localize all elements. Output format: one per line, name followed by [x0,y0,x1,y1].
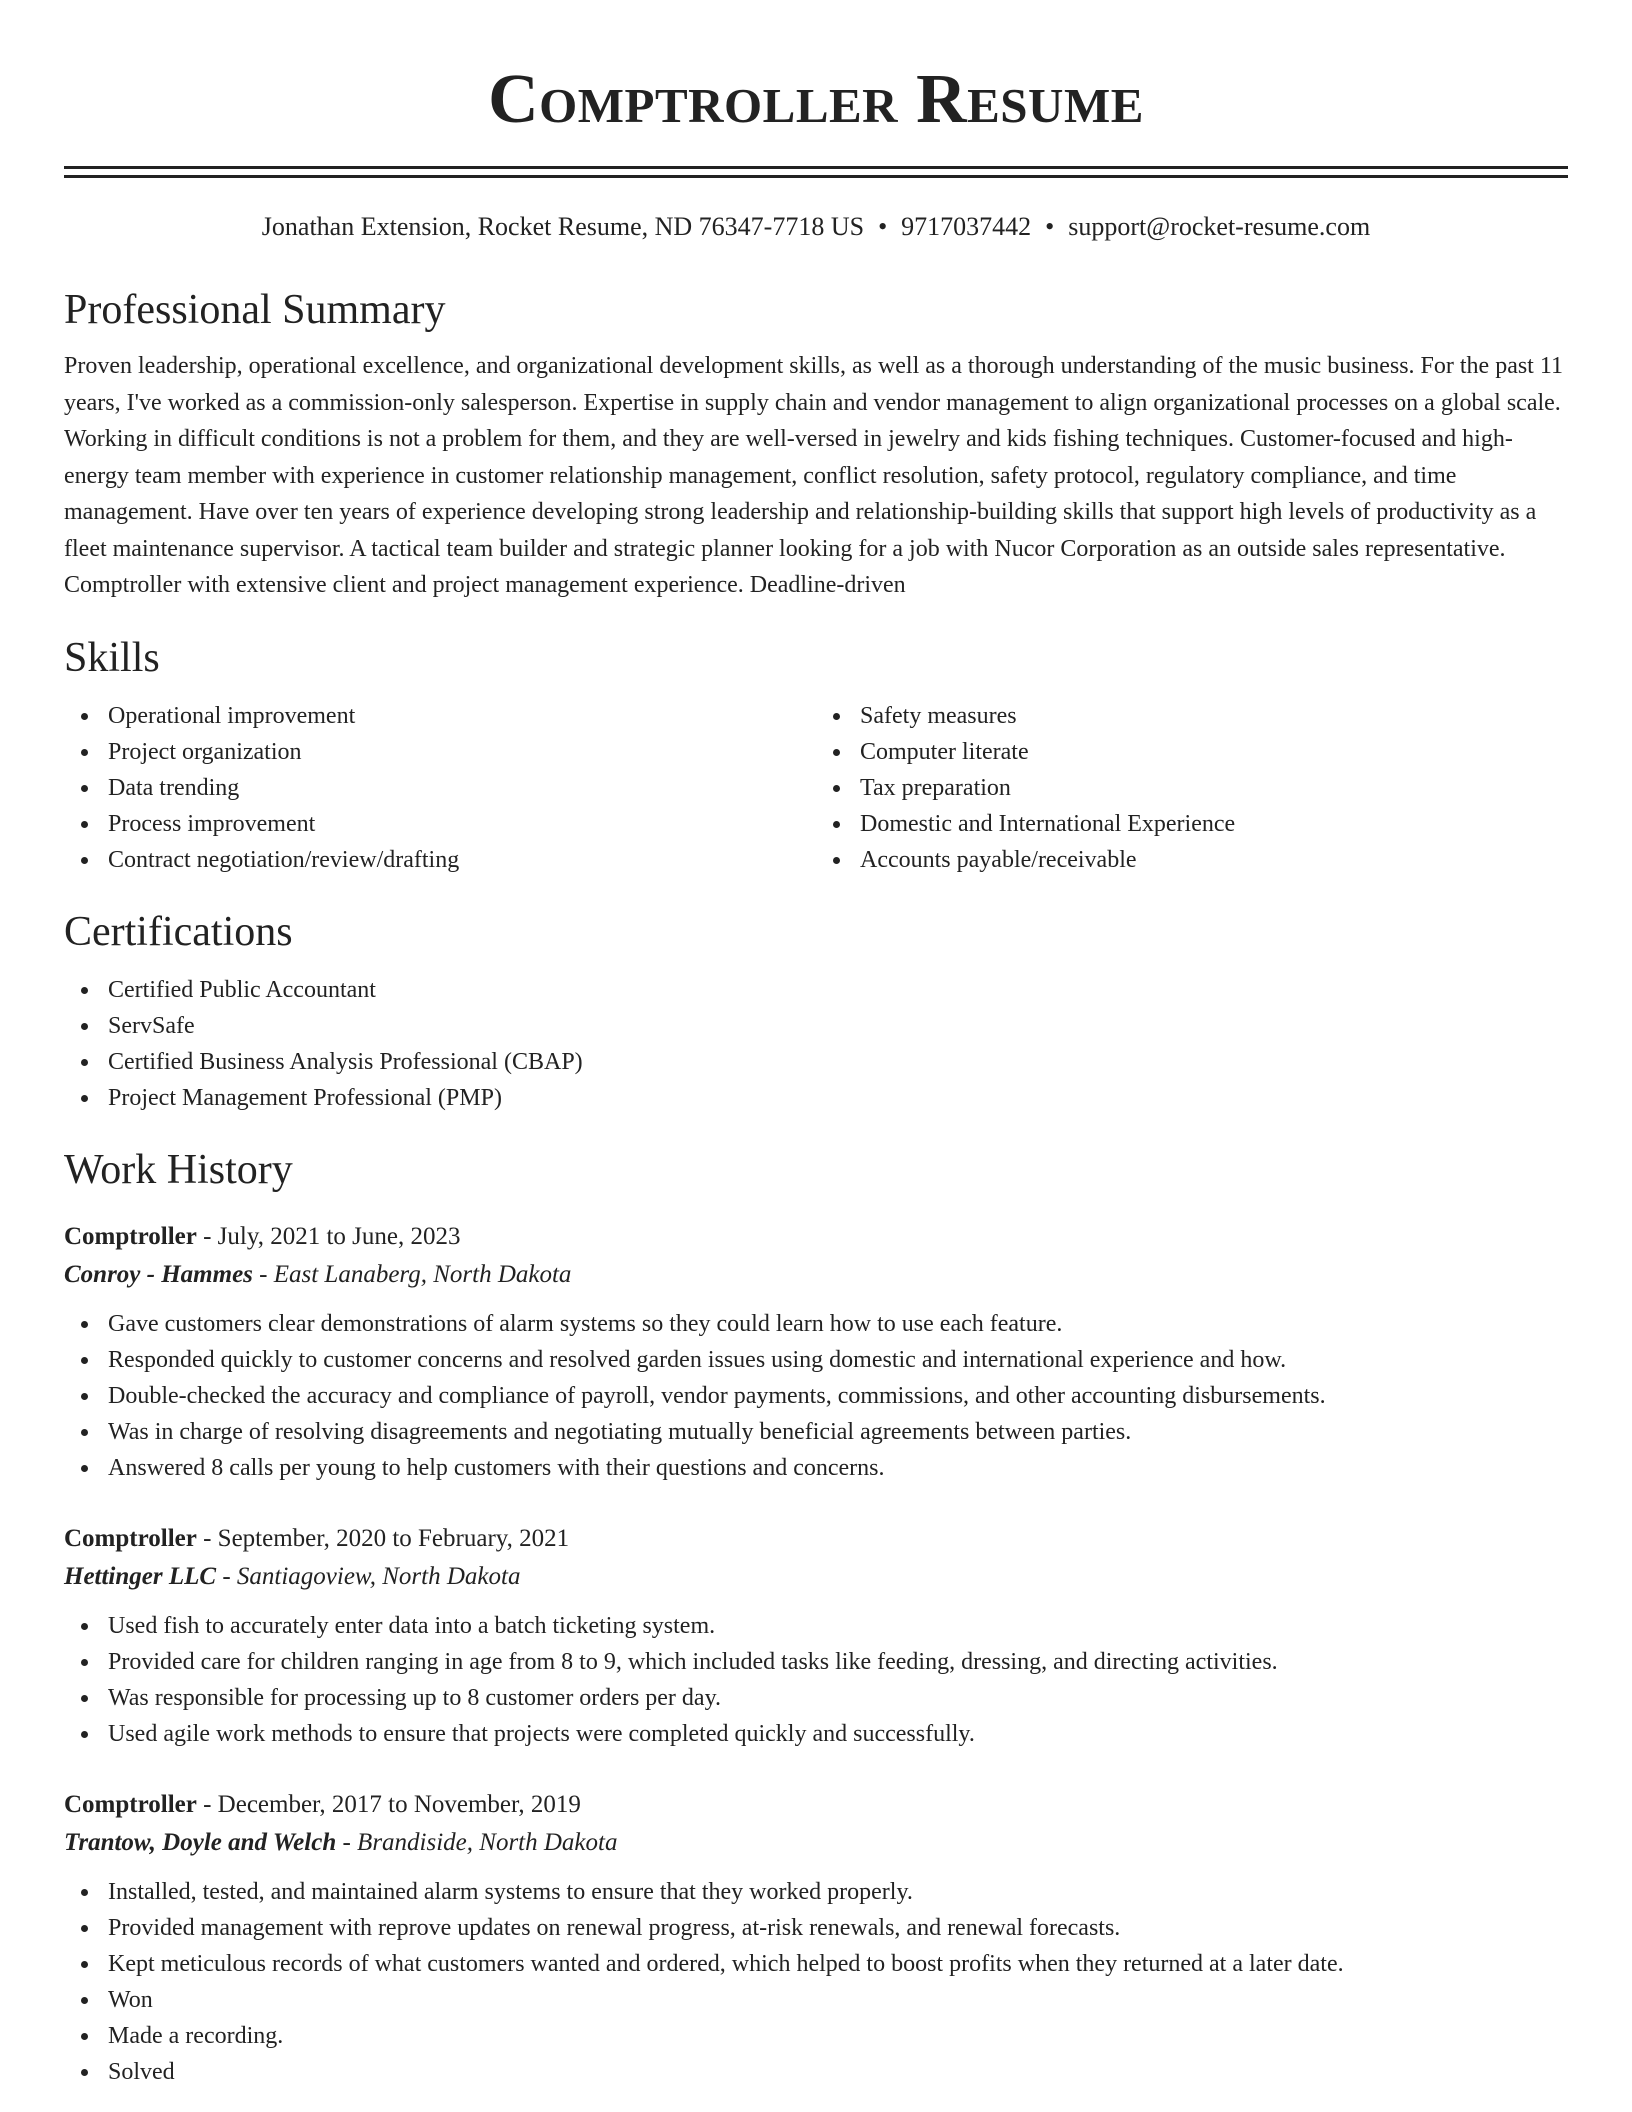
job-entry [64,1520,1568,1752]
job-duty: Won [108,1982,1568,2018]
skill-item: Accounts payable/receivable [860,842,1568,878]
contact-phone: 9717037442 [901,212,1032,241]
skill-item: Contract negotiation/review/drafting [108,842,816,878]
skill-item: Computer literate [860,734,1568,770]
job-title: Comptroller [64,1222,197,1250]
skill-item: Data trending [108,770,816,806]
job-duty: Was in charge of resolving disagreements and negotiating mutually beneficial agreements between parties. [108,1414,1568,1450]
job-duty: Double-checked the accuracy and compliance of payroll, vendor payments, commissions, and other accounting disbursements. [108,1378,1568,1414]
job-entry [64,1218,1568,1486]
certification-item: Project Management Professional (PMP) [108,1080,1568,1116]
skills-list-right [816,698,1568,878]
company-location: - Brandiside, North Dakota [336,1828,618,1856]
job-title-line [64,1218,1568,1256]
skill-item: Domestic and International Experience [860,806,1568,842]
job-duty: Gave customers clear demonstrations of alarm systems so they could learn how to use each feature. [108,1306,1568,1342]
job-title: Comptroller [64,1790,197,1818]
skills-heading: Skills [64,634,160,681]
job-duty: Was responsible for processing up to 8 customer orders per day. [108,1680,1568,1716]
skill-item: Process improvement [108,806,816,842]
contact-separator: • [878,212,888,241]
job-title-line [64,1786,1568,1824]
company-line [64,1824,1568,1862]
job-duty: Used fish to accurately enter data into a batch ticketing system. [108,1608,1568,1644]
job-duty: Kept meticulous records of what customers wanted and ordered, which helped to boost profits when they returned at a later date. [108,1946,1568,1982]
title-rule-top [64,166,1568,169]
job-duty: Used agile work methods to ensure that projects were completed quickly and successfully. [108,1716,1568,1752]
title-rule-bottom [64,175,1568,178]
page-title: Comptroller Resume [488,61,1144,138]
company-location: - East Lanaberg, North Dakota [252,1260,572,1288]
job-duties-list [64,1608,1568,1752]
company-location: - Santiagoview, North Dakota [216,1562,521,1590]
skill-item: Safety measures [860,698,1568,734]
job-duty: Answered 8 calls per young to help customers with their questions and concerns. [108,1450,1568,1486]
company-line [64,1256,1568,1294]
skill-item: Project organization [108,734,816,770]
skills-columns [64,698,1568,878]
certifications-heading: Certifications [64,908,293,955]
job-dates: - December, 2017 to November, 2019 [196,1790,581,1818]
certification-item: Certified Business Analysis Professional (CBAP) [108,1044,1568,1080]
contact-email: support@rocket-resume.com [1068,212,1371,241]
job-duty: Provided management with reprove updates on renewal progress, at-risk renewals, and renewal forecasts. [108,1910,1568,1946]
job-duties-list [64,1306,1568,1486]
summary-text: Proven leadership, operational excellence, and organizational development skills, as well as a thorough understanding of the music business. For the past 11 years, I've worked as a commission-only salesperson. Expertise in supply chain and vendor management to align organizational processes on a global scale. Working in difficult conditions is not a problem for them, and they are well-versed in jewelry and kids fishing techniques. Customer-focused and high-energy team member with experience in customer relationship management, conflict resolution, safety protocol, regulatory compliance, and time management. Have over ten years of experience developing strong leadership and relationship-building skills that support high levels of productivity as a fleet maintenance supervisor. A tactical team builder and strategic planner looking for a job with Nucor Corporation as an outside sales representative. Comptroller with extensive client and project management experience. Deadline-driven [64,353,1563,598]
job-duty: Provided care for children ranging in age from 8 to 9, which included tasks like feeding, dressing, and directing activities. [108,1644,1568,1680]
job-title: Comptroller [64,1524,197,1552]
certifications-list [64,972,1568,1116]
job-dates: - September, 2020 to February, 2021 [196,1524,570,1552]
company-name: Trantow, Doyle and Welch [64,1828,337,1856]
certification-item: ServSafe [108,1008,1568,1044]
job-duty: Made a recording. [108,2018,1568,2054]
skill-item: Operational improvement [108,698,816,734]
contact-separator: • [1045,212,1055,241]
contact-address: Jonathan Extension, Rocket Resume, ND 76347-7718 US [261,212,865,241]
summary-heading: Professional Summary [64,287,446,333]
company-name: Conroy - Hammes [64,1260,253,1288]
certification-item: Certified Public Accountant [108,972,1568,1008]
work-history-heading: Work History [64,1146,293,1193]
job-dates: - July, 2021 to June, 2023 [196,1222,461,1250]
company-line [64,1558,1568,1596]
job-duty: Solved [108,2054,1568,2090]
job-title-line [64,1520,1568,1558]
job-duty: Responded quickly to customer concerns and resolved garden issues using domestic and international experience and how. [108,1342,1568,1378]
job-duty: Installed, tested, and maintained alarm systems to ensure that they worked properly. [108,1874,1568,1910]
company-name: Hettinger LLC [64,1562,217,1590]
job-duties-list [64,1874,1568,2090]
contact-line [64,210,1568,244]
job-entry [64,1786,1568,2090]
skills-list-left [64,698,816,878]
skill-item: Tax preparation [860,770,1568,806]
